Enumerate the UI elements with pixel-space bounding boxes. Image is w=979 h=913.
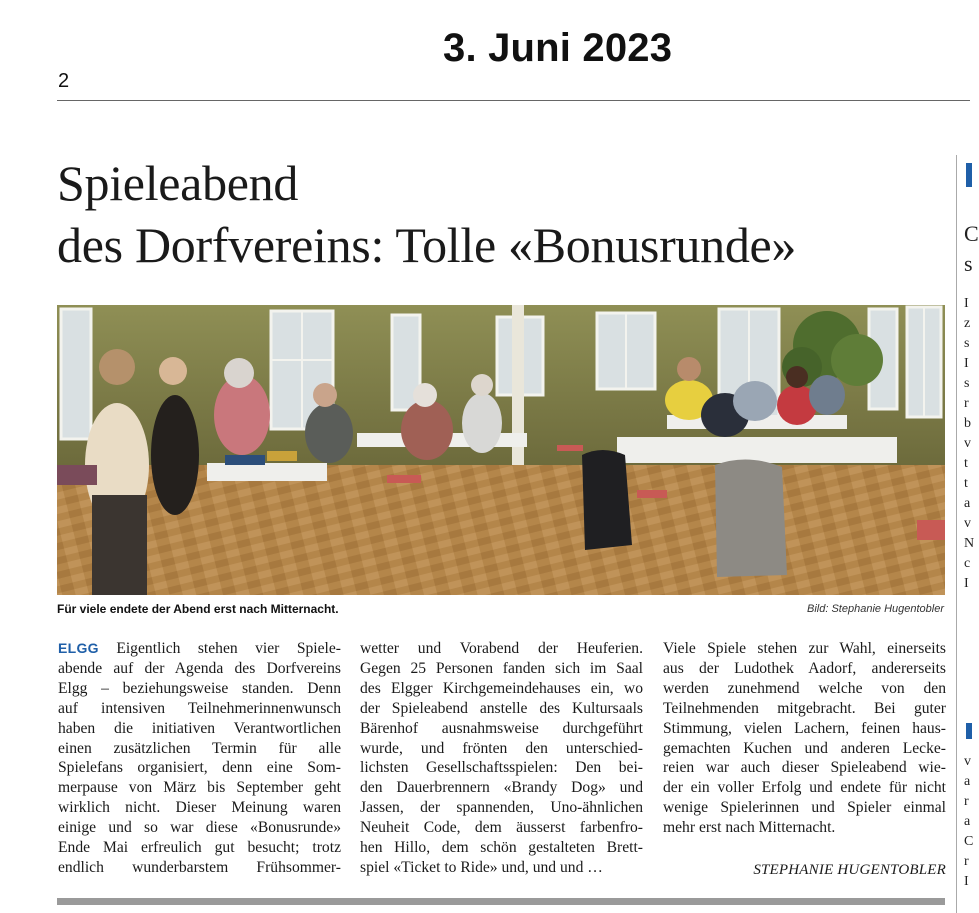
column-line: auf intensiven Teilnehmerinnenwunsch bbox=[58, 699, 341, 717]
column-line: wirklich nicht. Dieser Meinung waren bbox=[58, 799, 341, 817]
column-rule bbox=[956, 155, 957, 913]
column-line: der ein voller Erfolg und endete für nicht bbox=[663, 779, 946, 797]
bottom-bar bbox=[57, 898, 945, 905]
neighbour-fragment: z bbox=[964, 316, 971, 331]
column-line: abende auf der Agenda des Dorfvereins bbox=[58, 659, 341, 677]
column-line: endlich wunderbarstem Frühsommer- bbox=[58, 858, 341, 876]
neighbour-fragment: b bbox=[964, 416, 971, 431]
header-rule bbox=[57, 100, 970, 101]
column-line: des Elgger Kirchgemeindehauses ein, wo bbox=[360, 679, 643, 697]
column-line: aus der Ludothek Aadorf, andererseits bbox=[663, 659, 946, 677]
article-column-3 bbox=[663, 639, 946, 838]
column-line: reien war auch dieser Spieleabend wie- bbox=[663, 759, 946, 777]
neighbour-fragment: t bbox=[964, 456, 968, 471]
neighbour-fragment: s bbox=[964, 376, 970, 391]
page-number: 2 bbox=[58, 70, 70, 92]
photo-caption: Für viele endete der Abend erst nach Mitternacht. bbox=[57, 602, 339, 616]
neighbour-fragment: c bbox=[964, 556, 971, 571]
neighbour-fragment: I bbox=[964, 874, 969, 889]
article-photo bbox=[57, 305, 945, 595]
column-line: Viele Spiele stehen zur Wahl, einerseits bbox=[663, 640, 946, 657]
headline-line-1: Spieleabend bbox=[57, 155, 299, 211]
column-line: Spielefans organisiert, denn eine Som- bbox=[58, 759, 341, 777]
page-date: 3. Juni 2023 bbox=[443, 26, 673, 70]
neighbour-fragment: v bbox=[964, 754, 971, 769]
neighbour-column bbox=[956, 155, 979, 913]
neighbour-fragment: s bbox=[964, 251, 973, 276]
neighbour-fragment: a bbox=[964, 774, 971, 789]
neighbour-fragment: t bbox=[964, 476, 968, 491]
column-line: gemachten Kuchen und anderen Lecke- bbox=[663, 739, 946, 757]
column-line: wetter und Vorabend der Heuferien. bbox=[360, 640, 643, 657]
column-line: Teilnehmenden mitgebracht. Bei guter bbox=[663, 699, 946, 717]
neighbour-fragment: v bbox=[964, 436, 971, 451]
column-line: Bärenhof ausnahmsweise durchgeführt bbox=[360, 719, 643, 737]
headline-line-2: des Dorfvereins: Tolle «Bonusrunde» bbox=[57, 217, 797, 273]
neighbour-fragment: N bbox=[964, 536, 975, 551]
column-line: wenige Spielerinnen und Spieler einmal bbox=[663, 799, 946, 817]
column-line: mehr erst nach Mitternacht. bbox=[663, 819, 836, 837]
column-line: der Spieleabend anstelle des Kultursaals bbox=[360, 699, 643, 717]
photo-credit: Bild: Stephanie Hugentobler bbox=[807, 603, 944, 615]
neighbour-fragment: r bbox=[964, 794, 969, 809]
column-line: Stimmung, vielen Lachern, feinen haus- bbox=[663, 719, 946, 737]
photo-illustration bbox=[57, 305, 945, 595]
neighbour-fragment: r bbox=[964, 854, 969, 869]
article-author: STEPHANIE HUGENTOBLER bbox=[753, 862, 946, 878]
column-line: spiel «Ticket to Ride» und, und und … bbox=[360, 858, 603, 876]
neighbour-fragment: I bbox=[964, 576, 969, 591]
column-line: merpause von März bis September geht bbox=[58, 779, 341, 797]
article-kicker: ELGG bbox=[58, 640, 99, 656]
neighbour-fragment: r bbox=[964, 396, 969, 411]
article-column-2 bbox=[360, 639, 643, 878]
column-line: Gegen 25 Personen fanden sich im Saal bbox=[360, 659, 643, 677]
column-line: Neuheit Code, dem äusserst farbenfro- bbox=[360, 819, 643, 837]
neighbour-accent bbox=[966, 723, 972, 739]
article-headline bbox=[57, 152, 927, 276]
neighbour-fragment: a bbox=[964, 814, 971, 829]
neighbour-fragment: I bbox=[964, 356, 969, 371]
column-line: einige und so war diese «Bonusrunde» bbox=[58, 819, 341, 837]
neighbour-fragment: v bbox=[964, 516, 971, 531]
neighbour-fragment: s bbox=[964, 336, 970, 351]
column-line: Jassen, der spannenden, Uno-ähnlichen bbox=[360, 799, 643, 817]
neighbour-fragment: a bbox=[964, 496, 971, 511]
column-line: einen zusätzlichen Termin für alle bbox=[58, 739, 341, 757]
neighbour-accent bbox=[966, 163, 972, 187]
column-line: haben die initiativen Verantwortlichen bbox=[58, 719, 341, 737]
column-line: lichsten Gesellschaftsspielen: Den bei- bbox=[360, 759, 643, 777]
column-line: Elgg – beziehungsweise standen. Denn bbox=[58, 679, 341, 697]
column-line: hen Hillo, dem schön gestalteten Brett- bbox=[360, 839, 643, 857]
neighbour-fragment: C bbox=[964, 221, 979, 246]
neighbour-fragment: C bbox=[964, 834, 974, 849]
column-line: werden zunehmend welche von den bbox=[663, 679, 946, 697]
article-column-1 bbox=[58, 639, 341, 878]
column-line: den Dauerbrennern «Brandy Dog» und bbox=[360, 779, 643, 797]
column-line bbox=[58, 639, 341, 659]
neighbour-fragment: I bbox=[964, 296, 969, 311]
column-line: Ende Mai erfreulich gut besucht; trotz bbox=[58, 839, 341, 857]
line-text: Eigentlich stehen vier Spiele- bbox=[98, 640, 341, 657]
column-line: wurde, und frönten den unterschied- bbox=[360, 739, 643, 757]
